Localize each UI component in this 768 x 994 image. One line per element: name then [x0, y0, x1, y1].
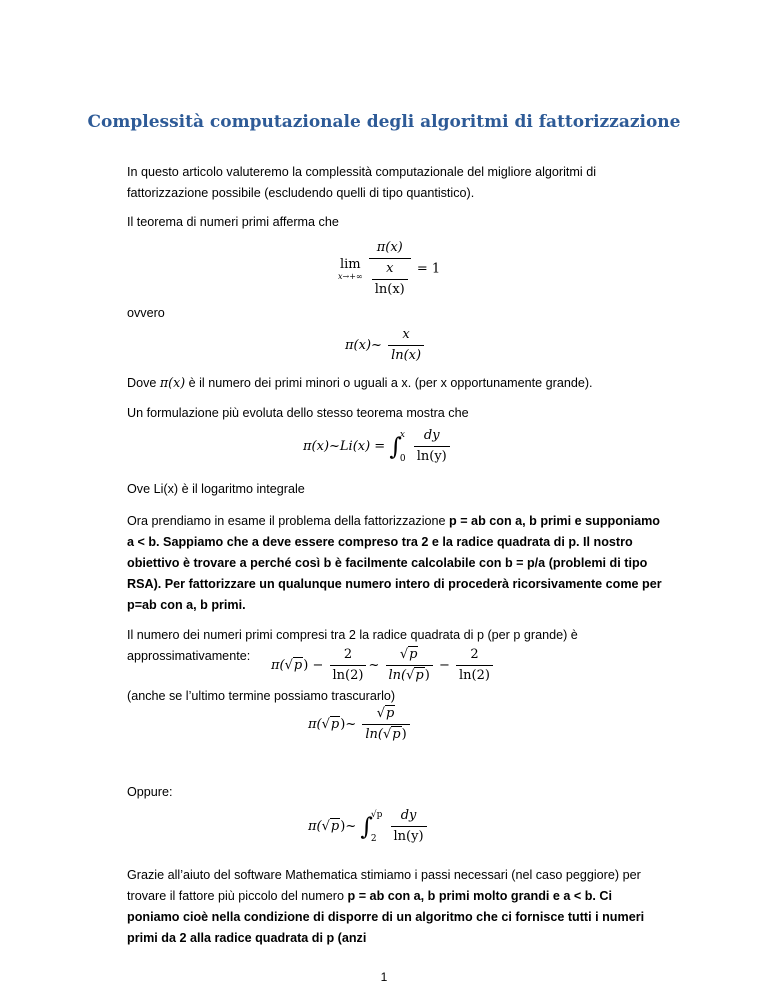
oppure-label: Oppure:	[127, 785, 173, 799]
mathematica-text-b: p = ab con a, b primi molto grandi e a < b. Ci poniamo cioè nella condizione di disporre di un algoritmo che ci fornisce tutti i numeri primi da 2 alla radice quadrata di p (anzi	[127, 889, 645, 945]
eq4-two-num: 2	[343, 647, 353, 662]
eq6-pi: π(	[308, 819, 322, 834]
equation-logarithmic-integral	[303, 428, 452, 465]
eq4-ln2-den: ln(2)	[330, 665, 367, 684]
asymptotic-lhs: π(x)~	[345, 338, 382, 353]
page-title: Complessità computazionale degli algoritmi di fattorizzazione	[87, 112, 681, 132]
asymptotic-numerator: x	[402, 327, 410, 342]
equation-limit	[338, 240, 440, 298]
equation-prime-count-approx: π(√p) − $\frac{2}{\ln(2)}$ ~ $\frac{√p}{\ln(√p)}$ − $\frac{2}{\ln(2)}$	[271, 647, 495, 684]
eq4-two-num-2: 2	[470, 647, 479, 662]
mathematica-text-a: Grazie all’aiuto del software Mathematica stimiamo i passi necessari (nel caso peggiore) per trovare il fattore più piccolo del numero	[127, 868, 641, 903]
eq5-pi: π(	[308, 717, 322, 732]
eq5-num-sqrt-p: p	[386, 706, 395, 721]
integral-sign: ∫	[389, 432, 402, 461]
limit-subscript: x→+∞	[338, 272, 363, 281]
intro-paragraph: In questo articolo valuteremo la complessità computazionale del migliore algoritmi di fattorizzazione possibile (escludendo quelli di tipo quantistico).	[127, 165, 596, 200]
eq4-ln-close: )	[424, 668, 430, 683]
li-denominator: ln(y)	[414, 446, 450, 465]
li-upper-limit: x	[399, 429, 405, 440]
eq5-sqrt-p: p	[330, 717, 340, 732]
definition-text-a: Dove	[127, 376, 157, 390]
equation-integral-sqrt: π(√p)~ ∫ √p 2 $\frac{dy}{\ln(y)}$	[308, 808, 429, 845]
eq4-num-sqrt-p: p	[409, 647, 418, 662]
eq4-minus-1: −	[312, 658, 324, 673]
formulation-intro: Un formulazione più evoluta dello stesso teorema mostra che	[127, 406, 469, 420]
eq5-ln-open: ln(	[365, 727, 383, 742]
note-paragraph: (anche se l’ultimo termine possiamo trascurarlo)	[127, 689, 396, 703]
eq6-close: )~	[340, 819, 357, 834]
eq5-den-sqrt-p: p	[392, 727, 401, 742]
eq6-upper-limit: √p	[370, 809, 383, 820]
asymptotic-denominator: ln(x)	[388, 345, 424, 364]
eq6-lower-limit: 2	[370, 833, 377, 844]
definition-paragraph	[127, 372, 667, 394]
ovvero-label: ovvero	[127, 306, 165, 320]
eq6-sqrt-p: p	[330, 819, 340, 834]
limit-rhs: = 1	[416, 261, 441, 277]
limit-inner-denominator: ln(x)	[372, 279, 408, 298]
mathematica-paragraph	[127, 865, 667, 949]
factorization-paragraph	[127, 511, 667, 616]
factorization-text-b: p = ab con a, b primi e supponiamo a < b. Sappiamo che a deve essere compreso tra 2 e la radice quadrata di p. Il nostro obiettivo è trovare a perché così b è facilmente calcolabile con b = p/a (problemi di tipo RSA). Per fattorizzare un qualunque numero intero di procederà ricorsivamente come per p=ab con a, b primi.	[127, 514, 662, 612]
eq4-ln2-den-2: ln(2)	[456, 665, 493, 684]
definition-pi: π(x)	[159, 375, 186, 390]
eq5-close: )~	[340, 717, 357, 732]
definition-text-b: è il numero dei primi minori o uguali a x. (per x opportunamente grande).	[188, 376, 593, 390]
factorization-text-a: Ora prendiamo in esame il problema della fattorizzazione	[127, 514, 446, 528]
li-lhs: π(x)~Li(x) =	[303, 439, 386, 454]
eq5-ln-close: )	[401, 727, 407, 742]
eq4-sqrt-p: p	[293, 658, 303, 673]
count-intro: Il numero dei numeri primi compresi tra 2 la radice quadrata di p (per p grande) è approssimativamente:	[127, 628, 578, 663]
eq6-numerator: dy	[400, 808, 417, 823]
limit-inner-numerator: x	[386, 261, 394, 276]
eq4-close: )	[303, 658, 309, 673]
limit-operator: lim	[339, 257, 361, 272]
eq4-minus-2: −	[438, 658, 450, 673]
equation-asymptotic	[345, 327, 426, 364]
equation-simplified: π(√p)~ $\frac{√p}{\ln(√p)}$	[308, 706, 412, 743]
eq6-denominator: ln(y)	[391, 826, 427, 845]
eq4-pi: π(	[271, 658, 285, 673]
li-definition: Ove Li(x) è il logaritmo integrale	[127, 482, 305, 496]
theorem-intro: Il teorema di numeri primi afferma che	[127, 215, 339, 229]
eq4-tilde: ~	[368, 658, 380, 673]
integral-sign-2: ∫	[360, 812, 373, 841]
limit-numerator: π(x)	[376, 240, 403, 255]
li-numerator: dy	[423, 428, 440, 443]
li-lower-limit: 0	[399, 453, 406, 464]
eq4-ln-open: ln(	[388, 668, 407, 683]
page-number: 1	[380, 970, 388, 984]
eq4-den-sqrt-p: p	[415, 668, 424, 683]
